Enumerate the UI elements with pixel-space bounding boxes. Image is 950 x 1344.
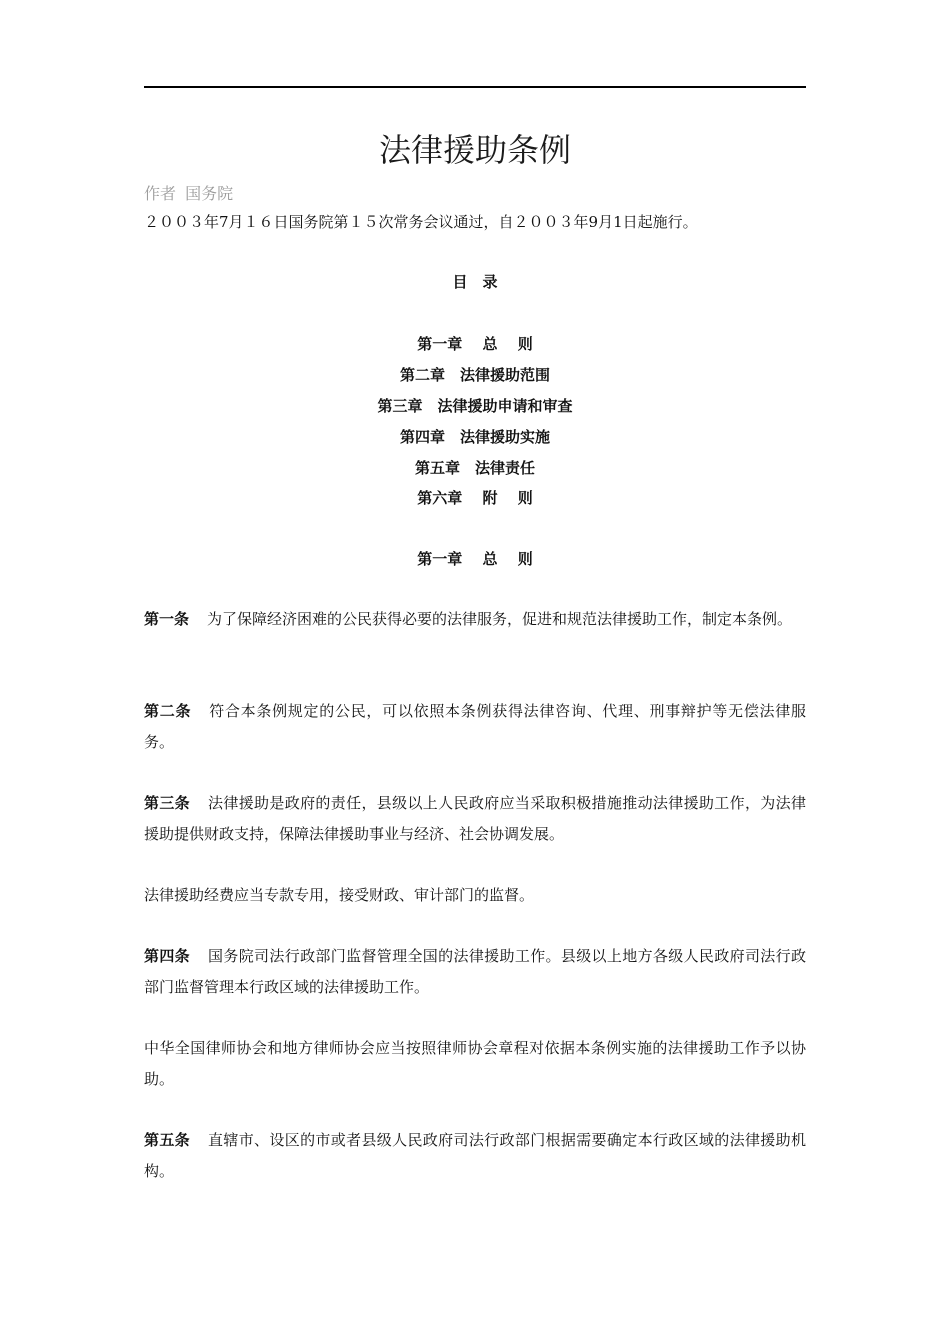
preamble: ２００３年7月１６日国务院第１５次常务会议通过，自２００３年9月1日起施行。 <box>144 213 698 231</box>
author-label: 作者 <box>144 184 177 203</box>
toc-heading: 目 录 <box>452 273 498 291</box>
article-3 <box>144 788 806 850</box>
article-label: 第三条 <box>144 794 191 812</box>
article-label: 第二条 <box>144 702 192 720</box>
toc-chapter-3: 第三章 法律援助申请和审查 <box>377 397 573 415</box>
toc-chapter-6: 第六章 附 则 <box>417 489 533 507</box>
article-1 <box>144 604 806 635</box>
article-4-para-2 <box>144 1033 806 1095</box>
chapter-heading: 第一章 总 则 <box>417 550 533 568</box>
toc-chapter-2: 第二章 法律援助范围 <box>399 366 550 384</box>
article-3-para-2 <box>144 880 806 911</box>
article-text: 法律援助是政府的责任，县级以上人民政府应当采取积极措施推动法律援助工作，为法律援助提供财政支持，保障法律援助事业与经济、社会协调发展。 <box>144 794 806 843</box>
author-name: 国务院 <box>185 184 234 203</box>
article-text: 法律援助经费应当专款专用，接受财政、审计部门的监督。 <box>144 886 535 904</box>
article-label: 第四条 <box>144 947 191 965</box>
toc-chapter-1: 第一章 总 则 <box>417 335 533 353</box>
article-label: 第一条 <box>144 610 190 628</box>
article-text: 直辖市、设区的市或者县级人民政府司法行政部门根据需要确定本行政区域的法律援助机构。 <box>144 1131 806 1180</box>
toc-chapter-4: 第四章 法律援助实施 <box>399 428 550 446</box>
article-5 <box>144 1125 806 1187</box>
article-text: 国务院司法行政部门监督管理全国的法律援助工作。县级以上地方各级人民政府司法行政部门监督管理本行政区域的法律援助工作。 <box>144 947 806 996</box>
top-rule <box>144 86 806 88</box>
document-title: 法律援助条例 <box>378 131 571 169</box>
article-text: 为了保障经济困难的公民获得必要的法律服务，促进和规范法律援助工作，制定本条例。 <box>207 610 793 628</box>
article-2 <box>144 696 806 758</box>
toc-chapter-5: 第五章 法律责任 <box>414 459 535 477</box>
article-text: 中华全国律师协会和地方律师协会应当按照律师协会章程对依据本条例实施的法律援助工作予以协助。 <box>144 1039 806 1088</box>
article-label: 第五条 <box>144 1131 191 1149</box>
article-text: 符合本条例规定的公民，可以依照本条例获得法律咨询、代理、刑事辩护等无偿法律服务。 <box>144 702 806 751</box>
author-line <box>144 182 237 206</box>
article-4 <box>144 941 806 1003</box>
